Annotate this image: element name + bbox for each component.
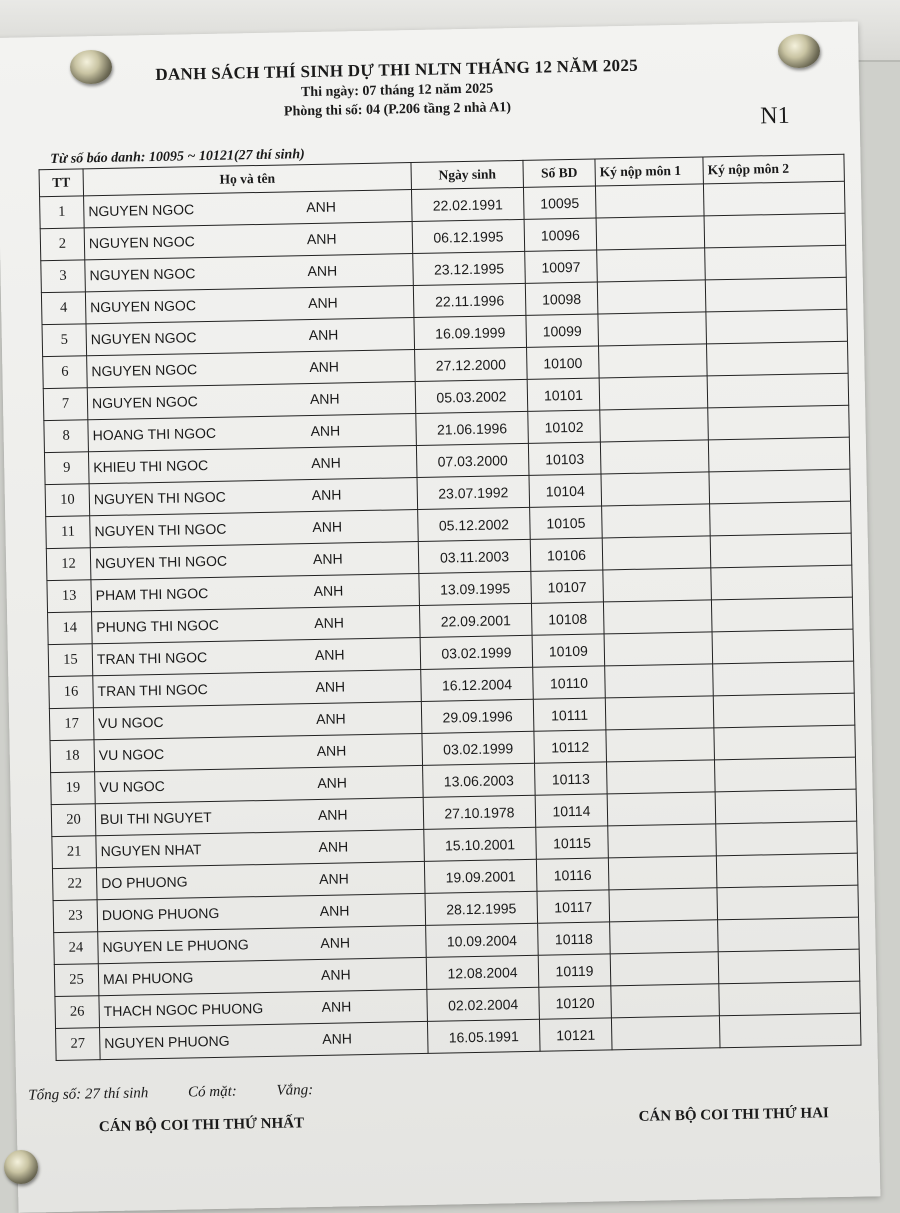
- row-number: 11: [46, 516, 91, 549]
- date-of-birth: 28.12.1995: [425, 891, 538, 925]
- signature-cell-1: [599, 344, 708, 378]
- candidate-surname: NGUYEN THI NGOC: [94, 552, 228, 571]
- candidate-number: 10116: [536, 858, 609, 891]
- absent-label: Vắng:: [276, 1082, 314, 1099]
- candidate-first-name: ANH: [318, 837, 349, 855]
- row-number: 16: [49, 676, 94, 709]
- row-number: 18: [50, 740, 95, 773]
- date-of-birth: 02.02.2004: [427, 987, 540, 1021]
- candidate-number: 10104: [529, 474, 602, 507]
- candidate-surname: VU NGOC: [98, 713, 164, 731]
- row-number: 25: [54, 964, 99, 997]
- candidate-surname: NGUYEN NGOC: [89, 264, 196, 283]
- row-number: 1: [40, 196, 85, 229]
- date-of-birth: 16.05.1991: [427, 1019, 540, 1053]
- row-number: 23: [53, 900, 98, 933]
- candidate-number: 10119: [538, 954, 611, 987]
- candidate-first-name: ANH: [311, 485, 342, 503]
- header-sign2: Ký nộp môn 2: [703, 154, 844, 184]
- header-sign1: Ký nộp môn 1: [595, 157, 703, 186]
- candidate-surname: NGUYEN NGOC: [90, 296, 197, 315]
- exam-date: Thi ngày: 07 tháng 12 năm 2025: [300, 81, 494, 101]
- signature-cell-2: [705, 245, 847, 280]
- signature-cell-1: [595, 184, 704, 218]
- total-candidates: Tổng số: 27 thí sinh: [28, 1085, 149, 1104]
- signature-cell-1: [604, 632, 713, 666]
- signature-cell-2: [707, 341, 849, 376]
- row-number: 12: [46, 548, 91, 581]
- row-number: 22: [52, 868, 97, 901]
- signature-cell-1: [602, 536, 711, 570]
- signature-cell-1: [597, 248, 706, 282]
- signature-cell-2: [713, 693, 855, 728]
- signature-cell-2: [719, 981, 861, 1016]
- candidate-number: 10106: [530, 538, 603, 571]
- row-number: 19: [51, 772, 96, 805]
- row-number: 27: [56, 1028, 101, 1061]
- candidate-surname: NGUYEN NHAT: [100, 840, 202, 859]
- thumbtack-icon: [4, 1150, 38, 1184]
- candidate-number: 10121: [539, 1018, 612, 1051]
- candidate-first-name: ANH: [321, 997, 352, 1015]
- signature-cell-2: [718, 917, 860, 952]
- candidate-number: 10099: [526, 314, 599, 347]
- candidate-first-name: ANH: [319, 869, 349, 887]
- candidate-first-name: ANH: [309, 389, 340, 407]
- signature-cell-2: [719, 1013, 861, 1048]
- date-of-birth: 27.10.1978: [423, 795, 536, 829]
- date-of-birth: 05.12.2002: [418, 507, 531, 541]
- candidate-first-name: ANH: [311, 453, 341, 471]
- row-number: 15: [48, 644, 93, 677]
- candidate-surname: PHAM THI NGOC: [95, 584, 209, 603]
- signature-cell-2: [718, 949, 860, 984]
- row-number: 17: [49, 708, 94, 741]
- candidate-first-name: ANH: [317, 773, 348, 791]
- candidate-surname: NGUYEN THI NGOC: [94, 520, 227, 539]
- candidate-surname: NGUYEN THI NGOC: [93, 488, 226, 507]
- date-of-birth: 13.06.2003: [423, 763, 536, 797]
- candidate-first-name: ANH: [306, 198, 337, 215]
- candidate-number: 10115: [536, 826, 609, 859]
- signature-cell-1: [601, 472, 710, 506]
- candidate-number: 10095: [523, 186, 596, 219]
- candidate-number: 10109: [532, 634, 605, 667]
- candidate-surname: VU NGOC: [99, 777, 165, 795]
- signature-cell-2: [715, 789, 857, 824]
- candidate-name: [100, 1021, 429, 1059]
- signature-cell-1: [599, 376, 708, 410]
- header-sbd: Số BD: [523, 159, 596, 187]
- candidate-first-name: ANH: [314, 613, 344, 631]
- candidate-table: [39, 154, 862, 1061]
- signature-cell-1: [609, 888, 718, 922]
- date-of-birth: 16.09.1999: [414, 315, 527, 349]
- date-of-birth: 06.12.1995: [412, 219, 525, 253]
- document-footer: [28, 1071, 869, 1137]
- present-label: Có mặt:: [187, 1083, 237, 1101]
- candidate-number: 10096: [524, 218, 597, 251]
- row-number: 6: [43, 356, 88, 389]
- candidate-surname: NGUYEN NGOC: [91, 392, 198, 411]
- row-number: 8: [44, 420, 89, 453]
- proctor-1-label: CÁN BỘ COI THI THỨ NHẤT: [98, 1115, 305, 1136]
- candidate-surname: DO PHUONG: [101, 872, 188, 891]
- signature-block: [29, 1104, 869, 1137]
- signature-cell-2: [711, 565, 853, 600]
- signature-cell-2: [711, 597, 853, 632]
- signature-cell-2: [709, 469, 851, 504]
- date-of-birth: 23.12.1995: [413, 251, 526, 285]
- signature-cell-1: [608, 856, 717, 890]
- signature-cell-1: [610, 952, 719, 986]
- date-of-birth: 19.09.2001: [424, 859, 537, 893]
- candidate-surname: TRAN THI NGOC: [96, 648, 208, 667]
- row-number: 3: [41, 260, 86, 293]
- candidate-surname: NGUYEN LE PHUONG: [102, 935, 249, 955]
- candidate-surname: NGUYEN NGOC: [88, 200, 195, 219]
- candidate-first-name: ANH: [306, 230, 337, 247]
- candidate-number: 10110: [533, 666, 606, 699]
- candidate-surname: NGUYEN NGOC: [91, 360, 198, 379]
- date-of-birth: 27.12.2000: [415, 347, 528, 381]
- candidate-first-name: ANH: [307, 293, 338, 311]
- candidate-surname: TRAN THI NGOC: [97, 680, 208, 699]
- signature-cell-1: [607, 760, 716, 794]
- candidate-number: 10112: [534, 730, 607, 763]
- candidate-surname: BUI THI NGUYET: [99, 808, 212, 827]
- candidate-number: 10108: [531, 602, 604, 635]
- signature-cell-2: [717, 885, 859, 920]
- candidate-number: 10102: [528, 410, 601, 443]
- row-number: 24: [54, 932, 99, 965]
- document-header: [0, 53, 798, 126]
- candidate-surname: DUONG PHUONG: [101, 904, 220, 923]
- signature-cell-2: [716, 821, 858, 856]
- thumbtack-icon: [778, 34, 820, 68]
- candidate-surname: KHIEU THI NGOC: [93, 456, 209, 475]
- document-title: DANH SÁCH THÍ SINH DỰ THI NLTN THÁNG 12 NĂM 2025: [155, 55, 639, 84]
- candidate-first-name: ANH: [319, 901, 350, 919]
- attendance-summary: [28, 1071, 868, 1104]
- date-of-birth: 03.02.1999: [420, 635, 533, 669]
- signature-cell-2: [710, 501, 852, 536]
- candidate-number: 10118: [538, 922, 611, 955]
- candidate-surname: NGUYEN NGOC: [90, 328, 197, 347]
- date-of-birth: 12.08.2004: [426, 955, 539, 989]
- candidate-number: 10117: [537, 890, 610, 923]
- signature-cell-1: [611, 1016, 720, 1050]
- candidate-first-name: ANH: [316, 741, 347, 759]
- candidate-surname: THACH NGOC PHUONG: [103, 999, 264, 1019]
- row-number: 20: [51, 804, 96, 837]
- candidate-first-name: ANH: [317, 805, 348, 823]
- signature-cell-2: [714, 757, 856, 792]
- candidate-first-name: ANH: [320, 933, 351, 951]
- header-name: Họ và tên: [83, 163, 411, 196]
- proctor-2-label: CÁN BỘ COI THI THỨ HAI: [638, 1105, 829, 1125]
- candidate-number: 10097: [525, 250, 598, 283]
- date-of-birth: 03.02.1999: [422, 731, 535, 765]
- row-number: 9: [44, 452, 89, 485]
- signature-cell-2: [710, 533, 852, 568]
- candidate-number: 10113: [535, 762, 608, 795]
- date-of-birth: 29.09.1996: [421, 699, 534, 733]
- date-of-birth: 21.06.1996: [416, 411, 529, 445]
- candidate-surname: HOANG THI NGOC: [92, 424, 217, 443]
- signature-cell-2: [704, 213, 846, 248]
- exam-room: Phòng thi số: 04 (P.206 tầng 2 nhà A1): [283, 100, 512, 120]
- signature-cell-1: [603, 600, 712, 634]
- signature-cell-2: [714, 725, 856, 760]
- signature-cell-1: [597, 280, 706, 314]
- signature-cell-2: [705, 277, 847, 312]
- candidate-number: 10098: [525, 282, 598, 315]
- signature-cell-2: [707, 373, 849, 408]
- candidate-surname: VU NGOC: [98, 745, 165, 763]
- candidate-first-name: ANH: [310, 421, 341, 439]
- candidate-first-name: ANH: [308, 325, 339, 343]
- signature-cell-2: [708, 405, 850, 440]
- signature-cell-1: [603, 568, 712, 602]
- date-of-birth: 05.03.2002: [415, 379, 528, 413]
- row-number: 21: [52, 836, 97, 869]
- row-number: 10: [45, 484, 90, 517]
- row-number: 26: [55, 996, 100, 1029]
- header-dob: Ngày sinh: [411, 160, 523, 189]
- candidate-surname: PHUNG THI NGOC: [96, 616, 220, 635]
- signature-cell-2: [706, 309, 848, 344]
- date-of-birth: 10.09.2004: [426, 923, 539, 957]
- signature-cell-1: [608, 824, 717, 858]
- signature-cell-1: [600, 408, 709, 442]
- room-code: N1: [760, 102, 790, 130]
- candidate-first-name: ANH: [307, 261, 338, 279]
- date-of-birth: 23.07.1992: [417, 475, 530, 509]
- signature-cell-2: [703, 181, 845, 216]
- candidate-number: 10120: [539, 986, 612, 1019]
- signature-cell-1: [598, 312, 707, 346]
- candidate-surname: NGUYEN NGOC: [88, 232, 195, 251]
- candidate-first-name: ANH: [315, 709, 346, 727]
- candidate-first-name: ANH: [309, 357, 340, 375]
- candidate-number-range: Từ số báo danh: 10095 ~ 10121(27 thí sinh): [50, 147, 305, 167]
- row-number: 5: [42, 324, 87, 357]
- candidate-first-name: ANH: [313, 581, 344, 599]
- candidate-number: 10111: [533, 698, 606, 731]
- signature-cell-1: [605, 696, 714, 730]
- row-number: 4: [41, 292, 86, 325]
- date-of-birth: 22.09.2001: [419, 603, 532, 637]
- candidate-number: 10103: [528, 442, 601, 475]
- candidate-surname: NGUYEN PHUONG: [104, 1032, 230, 1051]
- candidate-surname: MAI PHUONG: [102, 968, 194, 987]
- signature-cell-2: [716, 853, 858, 888]
- candidate-first-name: ANH: [315, 677, 346, 695]
- date-of-birth: 07.03.2000: [416, 443, 529, 477]
- candidate-number: 10100: [527, 346, 600, 379]
- header-tt: TT: [39, 169, 84, 197]
- signature-cell-1: [611, 984, 720, 1018]
- date-of-birth: 22.11.1996: [413, 283, 526, 317]
- date-of-birth: 03.11.2003: [418, 539, 531, 573]
- row-number: 2: [40, 228, 85, 261]
- date-of-birth: 13.09.1995: [419, 571, 532, 605]
- row-number: 7: [43, 388, 88, 421]
- date-of-birth: 16.12.2004: [421, 667, 534, 701]
- signature-cell-1: [605, 664, 714, 698]
- candidate-first-name: ANH: [320, 965, 351, 983]
- thumbtack-icon: [70, 50, 112, 84]
- candidate-number: 10107: [531, 570, 604, 603]
- exam-roster-sheet: [0, 21, 880, 1212]
- signature-cell-1: [607, 792, 716, 826]
- signature-cell-1: [606, 728, 715, 762]
- signature-cell-2: [708, 437, 850, 472]
- row-number: 14: [48, 612, 93, 645]
- table-body: [40, 181, 861, 1060]
- signature-cell-1: [596, 216, 705, 250]
- signature-cell-1: [602, 504, 711, 538]
- candidate-first-name: ANH: [312, 517, 343, 535]
- candidate-number: 10114: [535, 794, 608, 827]
- candidate-first-name: ANH: [314, 645, 345, 663]
- date-of-birth: 15.10.2001: [424, 827, 537, 861]
- row-number: 13: [47, 580, 92, 613]
- candidate-number: 10105: [530, 506, 603, 539]
- candidate-first-name: ANH: [312, 549, 343, 567]
- candidate-first-name: ANH: [322, 1029, 352, 1047]
- signature-cell-2: [713, 661, 855, 696]
- signature-cell-2: [712, 629, 854, 664]
- candidate-number: 10101: [527, 378, 600, 411]
- signature-cell-1: [600, 440, 709, 474]
- date-of-birth: 22.02.1991: [411, 187, 524, 221]
- signature-cell-1: [610, 920, 719, 954]
